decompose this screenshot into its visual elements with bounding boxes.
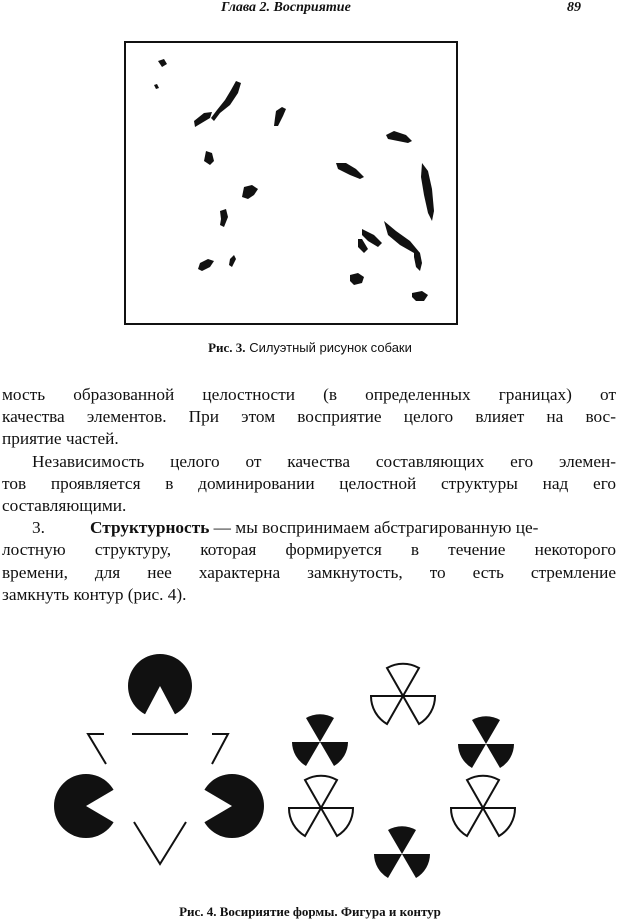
form-perception-drawing xyxy=(0,636,620,906)
running-header: Глава 2. Восприятие xyxy=(221,0,351,15)
radiation-symbol-outline xyxy=(371,664,435,724)
text-line: качества элементов. При этом восприятие целого влияет на вос- xyxy=(2,407,616,427)
text-line: лостную структуру, которая формируется в течение некоторого xyxy=(2,540,616,560)
radiation-symbol-black xyxy=(458,716,514,768)
text-line: замкнуть контур (рис. 4). xyxy=(2,584,187,604)
item-3-term: Структурность xyxy=(90,518,210,538)
item-3-line xyxy=(2,517,616,539)
text-line: мость образованной целостности (в определенных границах) от xyxy=(2,385,616,404)
item-3-definition: — мы воспринимаем абстрагированную це- xyxy=(209,518,539,538)
text-line: приятие частей. xyxy=(2,429,119,449)
page-number: 89 xyxy=(567,0,581,15)
text-line: Независимость целого от качества составляющих его элемен- xyxy=(32,451,616,471)
figure-form-perception xyxy=(0,636,620,906)
figure-3-caption-label: Рис. 3. xyxy=(208,340,246,355)
figure-dog-silhouette xyxy=(124,41,458,325)
text-line: времени, для нее характерна замкнутость, то есть стремление xyxy=(2,562,616,582)
text-line: тов проявляется в доминировании целостной структуры над его xyxy=(2,473,616,493)
radiation-symbol-black xyxy=(374,826,430,878)
radiation-symbol-outline xyxy=(289,776,353,836)
body-text xyxy=(2,384,616,606)
figure-4-caption: Рис. 4. Восириятие формы. Фигура и контур xyxy=(179,904,441,919)
figure-3-caption-text: Силуэтный рисунок собаки xyxy=(249,340,412,355)
dog-silhouette-drawing xyxy=(126,43,456,323)
pacman-right xyxy=(198,774,264,838)
radiation-symbol-black xyxy=(292,714,348,766)
figure-3-caption xyxy=(0,340,620,356)
pacman-top xyxy=(128,654,192,720)
pacman-left xyxy=(54,774,120,838)
radiation-symbol-outline xyxy=(451,776,515,836)
text-line: составляющими. xyxy=(2,496,127,516)
item-3-number: 3. xyxy=(32,518,45,538)
